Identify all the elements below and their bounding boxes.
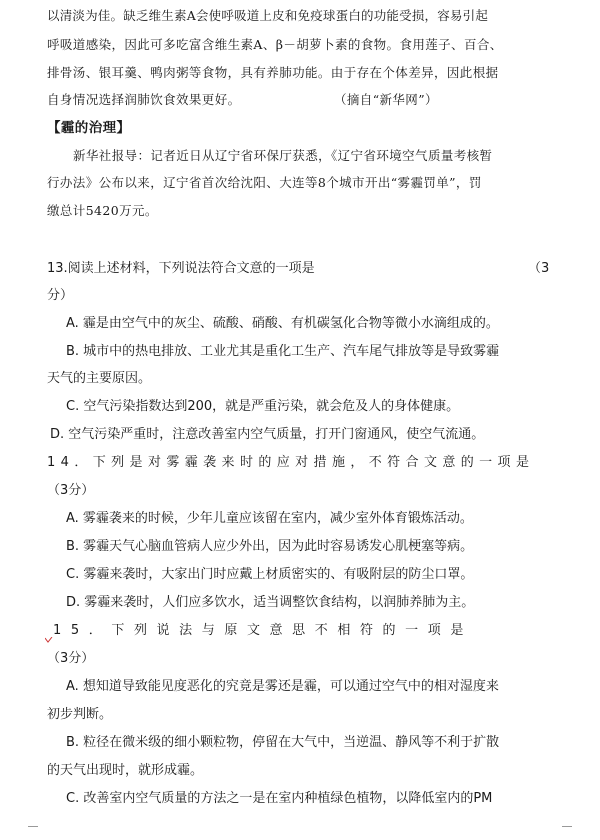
q13-stem: 13.阅读上述材料，下列说法符合文意的一项是 xyxy=(47,261,315,276)
q14-stem: 14．下列是对雾霾袭来时的应对措施，不符合文意的一项是 xyxy=(47,455,535,470)
q14-score: （3分） xyxy=(47,483,95,498)
section-line-1: 新华社报导：记者近日从辽宁省环保厅获悉，《辽宁省环境空气质量考核暂 xyxy=(73,148,493,163)
q13-option-b-1: B. 城市中的热电排放、工业尤其是重化工生产、汽车尾气排放等是导致雾霾 xyxy=(66,344,500,359)
section-line-3: 缴总计5420万元。 xyxy=(47,203,158,218)
passage-source: （摘自“新华网”） xyxy=(334,92,438,107)
q14-option-d: D. 雾霾来袭时，人们应多饮水，适当调整饮食结构，以润肺养肺为主。 xyxy=(66,595,475,610)
q14-option-c: C. 雾霾来袭时，大家出门时应戴上材质密实的、有吸附层的防尘口罩。 xyxy=(66,567,474,582)
passage-line-4: 自身情况选择润肺饮食效果更好。 xyxy=(47,92,241,107)
page-corner-mark-right xyxy=(562,826,572,833)
q13-option-b-2: 天气的主要原因。 xyxy=(47,371,152,386)
section-line-2: 行办法》公布以来，辽宁省首次给沈阳、大连等8个城市开出“雾霾罚单”，罚 xyxy=(47,175,482,190)
paragraph-mark-icon xyxy=(45,628,53,634)
q15-option-a-1: A. 想知道导致能见度恶化的究竟是雾还是霾，可以通过空气中的相对湿度来 xyxy=(66,679,499,694)
passage-line-2: 呼吸道感染，因此可多吃富含维生素A、β－胡萝卜素的食物。食用莲子、百合、 xyxy=(47,37,503,52)
q14-option-a: A. 雾霾袭来的时候，少年儿童应该留在室内，减少室外体育锻炼活动。 xyxy=(66,511,473,526)
q13-score-b: 分） xyxy=(47,288,74,303)
q15-option-b-1: B. 粒径在微米级的细小颗粒物，停留在大气中，当逆温、静风等不利于扩散 xyxy=(66,735,500,750)
page-corner-mark-left xyxy=(28,826,38,833)
passage-line-1: 以清淡为佳。缺乏维生素A会使呼吸道上皮和免疫球蛋白的功能受损，容易引起 xyxy=(47,8,489,23)
passage-line-3: 排骨汤、银耳羹、鸭肉粥等食物，具有养肺功能。由于存在个体差异，因此根据 xyxy=(47,65,499,80)
q13-option-c: C. 空气污染指数达到200，就是严重污染，就会危及人的身体健康。 xyxy=(66,399,460,414)
q15-stem: 15．下列说法与原文意思不相符的一项是 xyxy=(53,623,473,638)
q13-option-d: D. 空气污染严重时，注意改善室内空气质量，打开门窗通风，使空气流通。 xyxy=(50,427,485,442)
q14-option-b: B. 雾霾天气心脑血管病人应少外出，因为此时容易诱发心肌梗塞等病。 xyxy=(66,539,474,554)
q15-option-a-2: 初步判断。 xyxy=(47,707,113,722)
q13-score-a: （3 xyxy=(528,261,550,276)
q15-option-b-2: 的天气出现时，就形成霾。 xyxy=(47,763,204,778)
q15-option-c: C. 改善室内空气质量的方法之一是在室内种植绿色植物，以降低室内的PM xyxy=(66,791,493,806)
q13-option-a: A. 霾是由空气中的灰尘、硫酸、硝酸、有机碳氢化合物等微小水滴组成的。 xyxy=(66,316,499,331)
q15-score: （3分） xyxy=(47,651,95,666)
section-heading: 【霾的治理】 xyxy=(47,120,131,136)
